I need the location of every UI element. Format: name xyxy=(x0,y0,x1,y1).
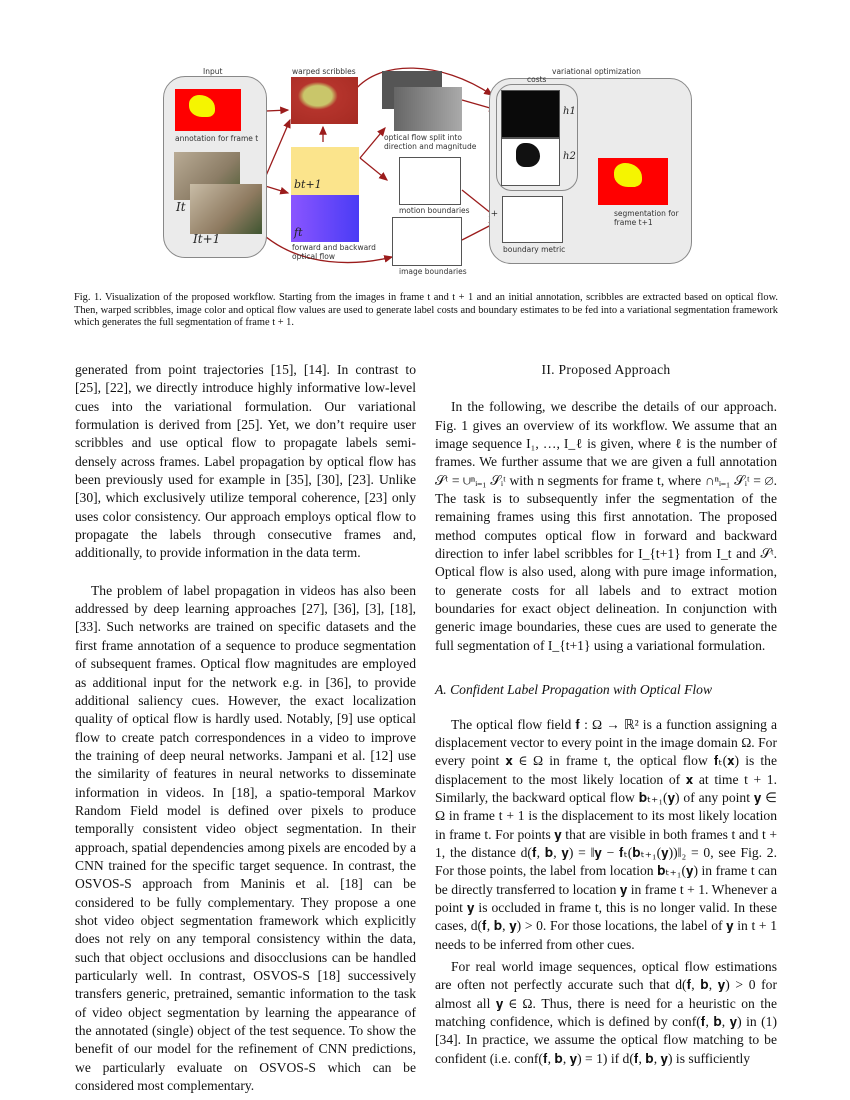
bt1-label: bt+1 xyxy=(294,178,322,191)
forward-backward-label: forward and backward optical flow xyxy=(292,243,376,261)
subsection-heading: A. Confident Label Propagation with Optical Flow xyxy=(435,682,713,698)
figure-caption: Fig. 1. Visualization of the proposed workflow. Starting from the images in frame t and t + 1 and an initial annotation, scribbles are extracted based on optical flow. Then, warped scribbles, image color and optical flow values are used to generate label costs and boundary estimates to be fed into a variational segmentation framework which generates the full segmentation of frame t + 1. xyxy=(74,292,778,329)
annotation-image xyxy=(175,89,241,131)
warped-scribbles-label: warped scribbles xyxy=(292,67,356,76)
annotation-label: annotation for frame t xyxy=(175,134,259,143)
paragraph: In the following, we describe the details of our approach. Fig. 1 gives an overview of its workflow. We assume that an image sequence I₁, …, I_ℓ is given, where ℓ is the number of frames. We further assume that we are given a full annotation 𝒮ᵗ = ∪ⁿᵢ₌₁ 𝒮ᵢᵗ with n segments for frame t, where ∩ⁿᵢ₌₁ 𝒮ᵢᵗ = ∅. The task is to subsequently infer the segmentation of the remaining frames using this first annotation. The proposed method computes optical flow in forward and backward direction to infer label scribbles for I_{t+1} from I_t and 𝒮ᵗ. Optical flow is also used, along with pure image information, to generate costs for all labels and to extract motion boundaries for exact object delineation. In conjunction with generic image boundaries, these cues are used to generate the full segmentation of I_{t+1} using a variational formulation. xyxy=(435,399,777,653)
image-boundaries-label: image boundaries xyxy=(399,267,467,276)
segmentation-label: segmentation for frame t+1 xyxy=(614,209,679,227)
left-column xyxy=(75,361,416,1095)
paragraph: generated from point trajectories [15], [14]. In contrast to [25], [22], we directly introduce highly informative low-level cues into the variational formulation. Our variational formulation is derived from [25]. Yet, we don’t require user scribbles and use optical flow to propagate labels semi-densely across frames. Label propagation by optical flow has been previously used for example in [35], [30], [23]. Unlike [30], which exclusively utilize temporal coherence, [23] only uses color consistency. Our approach employs optical flow to propagate the labels through consecutive frames and, additionally, to provide information in the data term. xyxy=(75,362,416,561)
segmentation-image xyxy=(598,158,668,205)
h1-label: h1 xyxy=(563,106,576,117)
image-boundaries-image xyxy=(392,217,462,266)
optical-flow-split-label: optical flow split into direction and magnitude xyxy=(384,133,477,151)
warped-scribbles-image xyxy=(291,77,358,124)
paragraph: The optical flow field 𝐟 : Ω → ℝ² is a function assigning a displacement vector to every point in the image domain Ω. For every point 𝐱 ∈ Ω in frame t, the optical flow 𝐟ₜ(𝐱) is the displacement to the most likely location of 𝐱 at time t + 1. Similarly, the backward optical flow 𝐛ₜ₊₁(𝐲) of any point 𝐲 ∈ Ω in frame t + 1 is the displacement to its most likely location in frame t. For points 𝐲 that are visible in both frames t and t + 1, the distance d(𝐟, 𝐛, 𝐲) = ‖𝐲 − 𝐟ₜ(𝐛ₜ₊₁(𝐲))‖₂ = 0, see Fig. 2. For those points, the label from location 𝐛ₜ₊₁(𝐲) in frame t can be directly transferred to location 𝐲 in frame t + 1. Whenever a point 𝐲 is occluded in frame t, this is no longer valid. In these cases, d(𝐟, 𝐛, 𝐲) > 0. For those locations, the label of 𝐲 in t + 1 needs to be inferred from other cues. xyxy=(435,716,777,952)
variational-optimization-label: variational optimization xyxy=(552,67,641,76)
boundary-metric-label: boundary metric xyxy=(503,245,566,254)
paragraph: For real world image sequences, optical flow estimations are often not perfectly accurate such that d(𝐟, 𝐛, 𝐲) > 0 for almost all 𝐲 ∈ Ω. Thus, there is need for a heuristic on the matching confidence, which is defined by conf(𝐟, 𝐛, 𝐲) in (1) [34]. In practice, we assume the optical flow matching to be confident (i.e. conf(𝐟, 𝐛, 𝐲) = 1) if d(𝐟, 𝐛, 𝐲) is sufficiently xyxy=(435,958,777,1066)
h1-cost-image xyxy=(501,90,560,138)
motion-boundaries-label: motion boundaries xyxy=(399,206,470,215)
input-label: Input xyxy=(203,67,223,76)
plus-sign: + xyxy=(491,206,498,220)
frame-t1-image xyxy=(190,184,262,234)
It1-label: It+1 xyxy=(193,232,221,246)
h2-label: h2 xyxy=(563,151,576,162)
flow-magnitude-image xyxy=(394,87,462,131)
h2-cost-image xyxy=(501,138,560,186)
It-label: It xyxy=(176,200,186,214)
motion-boundaries-image xyxy=(399,157,461,205)
right-column xyxy=(435,361,777,1068)
section-heading: II. Proposed Approach xyxy=(541,362,671,377)
boundary-metric-image xyxy=(502,196,563,243)
ft-label: ft xyxy=(294,226,303,239)
paragraph: The problem of label propagation in videos has also been addressed by deep learning approaches [27], [36], [3], [18], [33]. Such networks are trained on specific datasets and the first frame annotation of a sequence to produce segmentation of subsequent frames. Optical flow magnitudes are employed as additional input for the network e.g. in [36], to provide additional saliency cues. However, the exact localization quality of optical flow is hardly used. Notably, [9] use optical flow to create patch correspondences in a video to improve the training of deep neural networks. Jampani et al. [12] use the similarity of features in neural networks to disseminate information in videos. In [18], a spatio-temporal Markov Random Field model is defined over pixels to produce temporally consistent video object segmentation. In their approach, spatial dependencies among pixels are encoded by a CNN trained for the specific target sequence. In contrast, the OSVOS-S approach from Maninis et al. [18] can be considered to be fully complementary. They propose a one shot video object segmentation framework which explicitly does not rely on any temporal consistency within the data, such that object occlusions and disocclusions can be handled particularly well. In contrast, OSVOS-S [18] successively transfers generic, pretrained, semantic information to the task of video object segmentation by learning the appearance of the annotated (single) object of the test sequence. To show the benefit of our model for the refinement of CNN predictions, we particularly evaluate on OSVOS-S which can be considered most complementary. xyxy=(75,582,416,1094)
costs-label: costs xyxy=(527,75,547,84)
